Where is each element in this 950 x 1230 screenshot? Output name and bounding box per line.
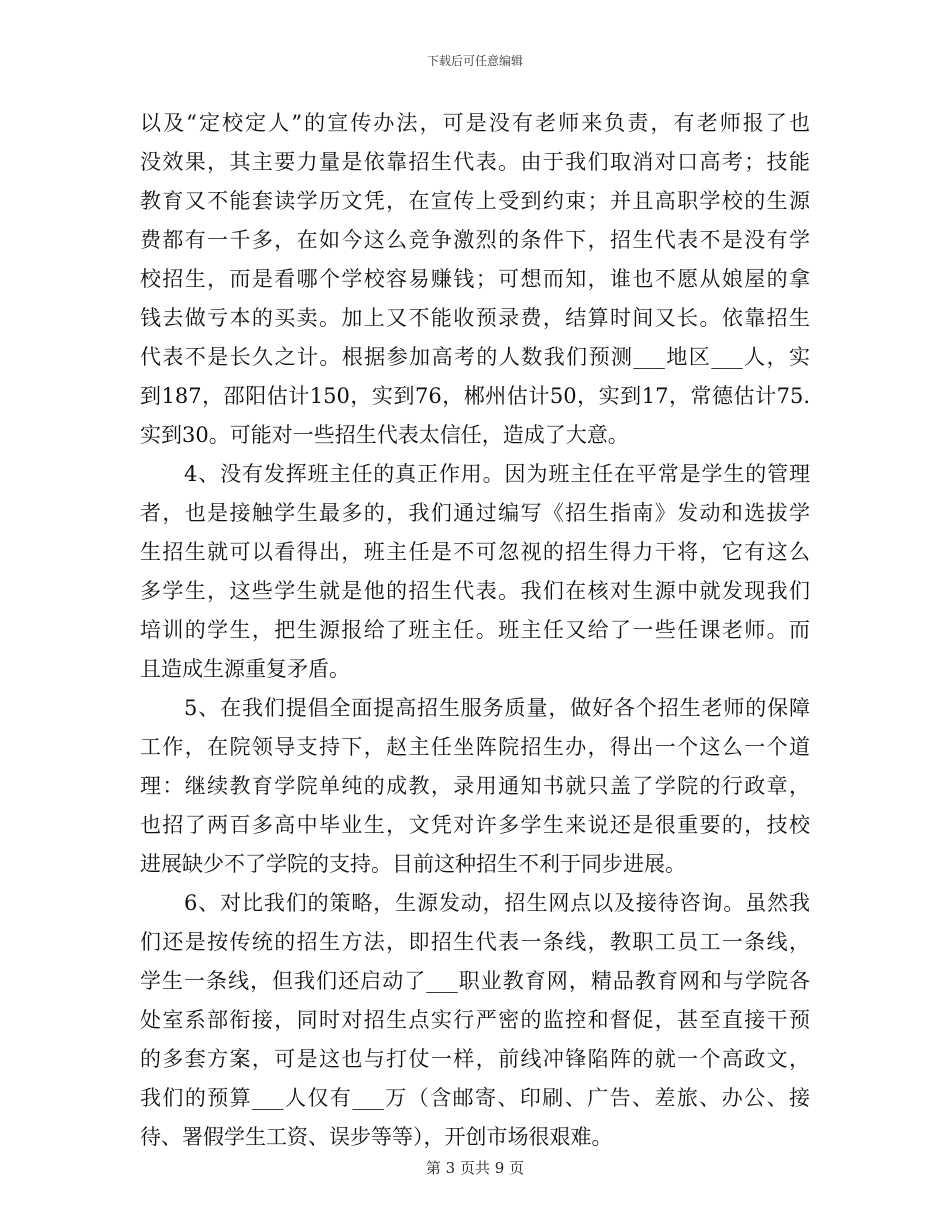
text-line: 培训的学生，把生源报给了班主任。班主任又给了一些任课老师。而 [140, 618, 810, 642]
text-line: 处室系部衔接，同时对招生点实行严密的监控和督促，甚至直接干预 [140, 1008, 810, 1032]
text-line: 多学生，这些学生就是他的招生代表。我们在核对生源中就发现我们 [140, 579, 810, 603]
text-line: 没效果，其主要力量是依靠招生代表。由于我们取消对口高考；技能 [140, 150, 810, 174]
text-line: 4、没有发挥班主任的真正作用。因为班主任在平常是学生的管理 [184, 462, 810, 486]
text-line: 以及“定校定人”的宣传办法，可是没有老师来负责，有老师报了也 [140, 111, 810, 135]
text-line: 学生一条线，但我们还启动了___职业教育网，精品教育网和与学院各 [140, 969, 810, 993]
text-line: 们还是按传统的招生方法，即招生代表一条线，教职工员工一条线， [140, 930, 810, 954]
text-line: 实到30。可能对一些招生代表太信任，造成了大意。 [140, 423, 629, 447]
document-body [140, 104, 810, 1157]
text-line: 钱去做亏本的买卖。加上又不能收预录费，结算时间又长。依靠招生 [140, 306, 810, 330]
text-line: 者，也是接触学生最多的，我们通过编写《招生指南》发动和选拔学 [140, 501, 810, 525]
text-line: 理：继续教育学院单纯的成教，录用通知书就只盖了学院的行政章， [140, 774, 810, 798]
text-line: 费都有一千多，在如今这么竞争激烈的条件下，招生代表不是没有学 [140, 228, 810, 252]
text-line: 也招了两百多高中毕业生，文凭对许多学生来说还是很重要的，技校 [140, 813, 810, 837]
text-line: 教育又不能套读学历文凭，在宣传上受到约束；并且高职学校的生源 [140, 189, 810, 213]
text-line: 且造成生源重复矛盾。 [140, 657, 350, 681]
text-line: 5、在我们提倡全面提高招生服务质量，做好各个招生老师的保障 [184, 696, 810, 720]
text-line: 进展缺少不了学院的支持。目前这种招生不利于同步进展。 [140, 852, 686, 876]
text-line: 6、对比我们的策略，生源发动，招生网点以及接待咨询。虽然我 [184, 891, 810, 915]
text-line: 校招生，而是看哪个学校容易赚钱；可想而知，谁也不愿从娘屋的拿 [140, 267, 810, 291]
page-header: 下载后可任意编辑 [426, 54, 523, 68]
text-line: 代表不是长久之计。根据参加高考的人数我们预测___地区___人，实 [140, 345, 810, 369]
text-line: 到187，邵阳估计150，实到76，郴州估计50，实到17，常德估计75. [140, 384, 810, 408]
text-line: 我们的预算___人仅有___万（含邮寄、印刷、广告、差旅、办公、接 [140, 1086, 810, 1110]
text-line: 的多套方案，可是这也与打仗一样，前线冲锋陷阵的就一个高政文， [140, 1047, 810, 1071]
text-line: 待、署假学生工资、误步等等），开创市场很艰难。 [140, 1125, 613, 1149]
text-line: 生招生就可以看得出，班主任是不可忽视的招生得力干将，它有这么 [140, 540, 810, 564]
page-footer: 第 3 页共 9 页 [425, 1159, 525, 1177]
text-line: 工作，在院领导支持下，赵主任坐阵院招生办，得出一个这么一个道 [140, 735, 810, 759]
